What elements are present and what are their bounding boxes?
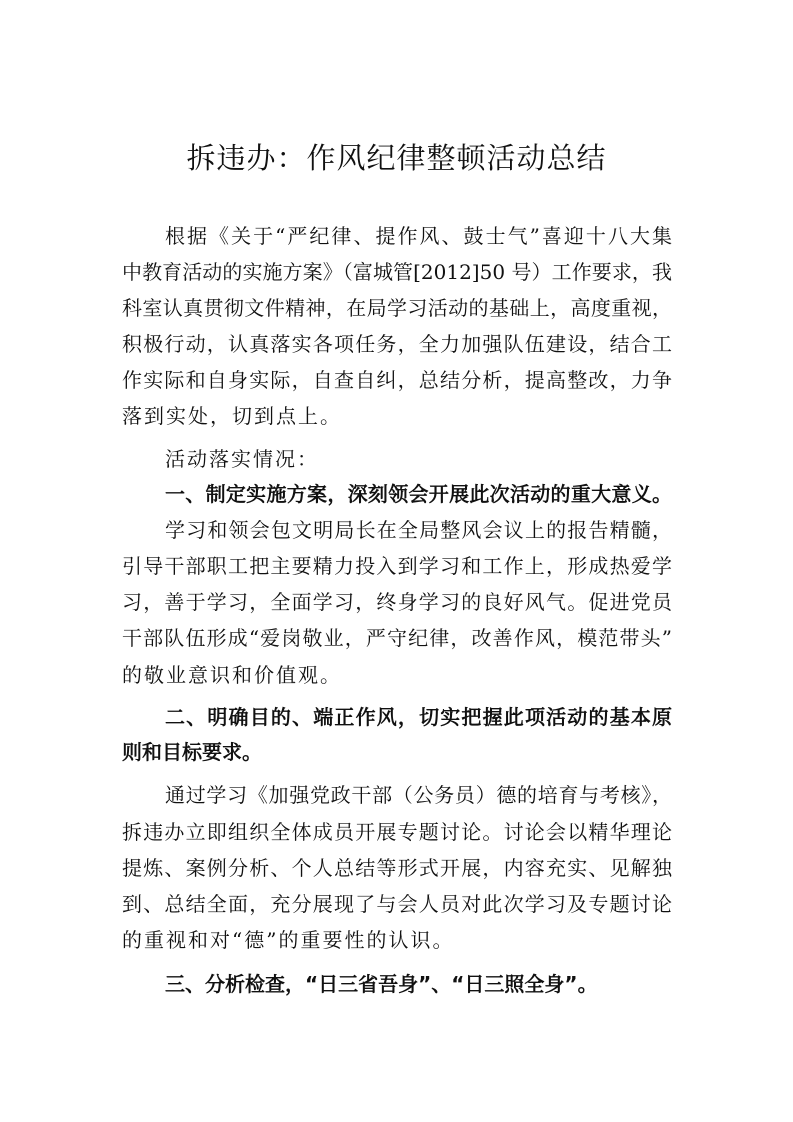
paragraph-line: 提炼、案例分析、个人总结等形式开展，内容充实、见解独 (122, 856, 672, 880)
paragraph-line: 引导干部职工把主要精力投入到学习和工作上，形成热爱学 (122, 554, 672, 578)
paragraph-line: 习，善于学习，全面学习，终身学习的良好风气。促进党员 (122, 590, 672, 614)
document-title: 拆违办：作风纪律整顿活动总结 (186, 141, 607, 175)
paragraph-line: 干部队伍形成“爱岗敬业，严守纪律，改善作风，模范带头” (122, 626, 672, 650)
section-heading-2: 二、明确目的、端正作风，切实把握此项活动的基本原 (165, 705, 672, 729)
status-label: 活动落实情况： (165, 447, 319, 471)
intro-line: 积极行动，认真落实各项任务，全力加强队伍建设，结合工 (122, 332, 672, 356)
intro-line: 根据《关于“严纪律、提作风、鼓士气”喜迎十八大集 (165, 224, 672, 248)
paragraph-line: 拆违办立即组织全体成员开展专题讨论。讨论会以精华理论 (122, 820, 672, 844)
section-heading-1: 一、制定实施方案，深刻领会开展此次活动的重大意义。 (165, 482, 672, 506)
paragraph-line: 学习和领会包文明局长在全局整风会议上的报告精髓， (165, 518, 672, 542)
intro-line: 中教育活动的实施方案》（富城管[2012]50 号）工作要求，我 (122, 260, 672, 284)
paragraph-line: 通过学习《加强党政干部（公务员）德的培育与考核》， (165, 783, 672, 807)
paragraph-line: 的重视和对“德”的重要性的认识。 (122, 928, 455, 952)
section-heading-3: 三、分析检查，“日三省吾身”、“日三照全身”。 (165, 972, 598, 996)
intro-line: 落到实处，切到点上。 (122, 404, 342, 428)
intro-line: 科室认真贯彻文件精神，在局学习活动的基础上，高度重视， (122, 296, 672, 320)
intro-line: 作实际和自身实际，自查自纠，总结分析，提高整改，力争 (122, 368, 672, 392)
paragraph-line: 的敬业意识和价值观。 (122, 663, 342, 687)
section-heading-2: 则和目标要求。 (122, 740, 262, 764)
paragraph-line: 到、总结全面，充分展现了与会人员对此次学习及专题讨论 (122, 892, 672, 916)
